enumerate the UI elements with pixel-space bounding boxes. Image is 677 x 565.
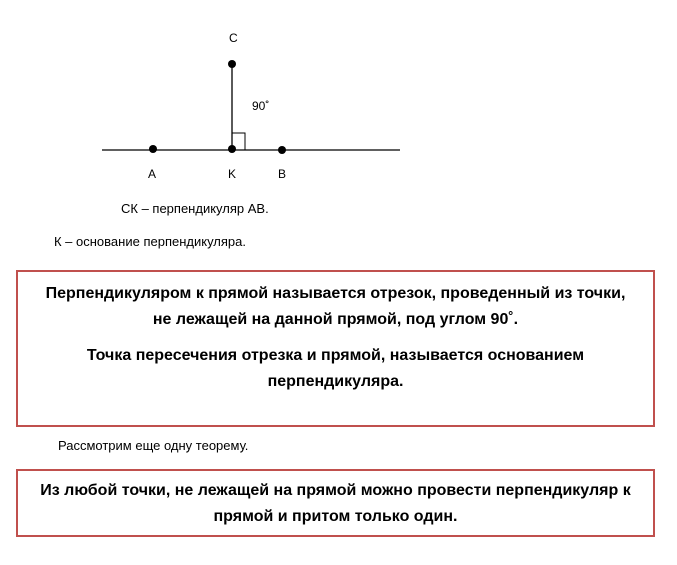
caption-k-base: К – основание перпендикуляра. [54, 234, 246, 249]
point-c [228, 60, 236, 68]
point-a-label: A [148, 167, 157, 181]
perpendicular-figure [0, 0, 677, 230]
point-b [278, 146, 286, 154]
point-k [228, 145, 236, 153]
theorem-box [16, 469, 655, 537]
definition-line-3: Точка пересечения отрезка и прямой, называется основанием [86, 347, 585, 364]
definition-line-2: не лежащей на данной прямой, под углом 90˚. [152, 311, 519, 328]
definition-line-4: перпендикуляра. [267, 373, 404, 390]
angle-label: 90˚ [252, 99, 270, 113]
point-b-label: B [278, 167, 287, 181]
point-a [149, 145, 157, 153]
theorem-line-2: прямой и притом только один. [213, 508, 458, 525]
point-k-label: K [228, 167, 237, 181]
caption-ck-perpendicular: СК – перпендикуляр АВ. [121, 201, 269, 216]
theorem-line-1: Из любой точки, не лежащей на прямой можно провести перпендикуляр к [40, 482, 631, 499]
caption-theorem-intro: Рассмотрим еще одну теорему. [58, 438, 249, 453]
point-c-label: C [229, 31, 238, 45]
definition-line-1: Перпендикуляром к прямой называется отрезок, проведенный из точки, [45, 285, 626, 302]
definition-box [16, 270, 655, 427]
